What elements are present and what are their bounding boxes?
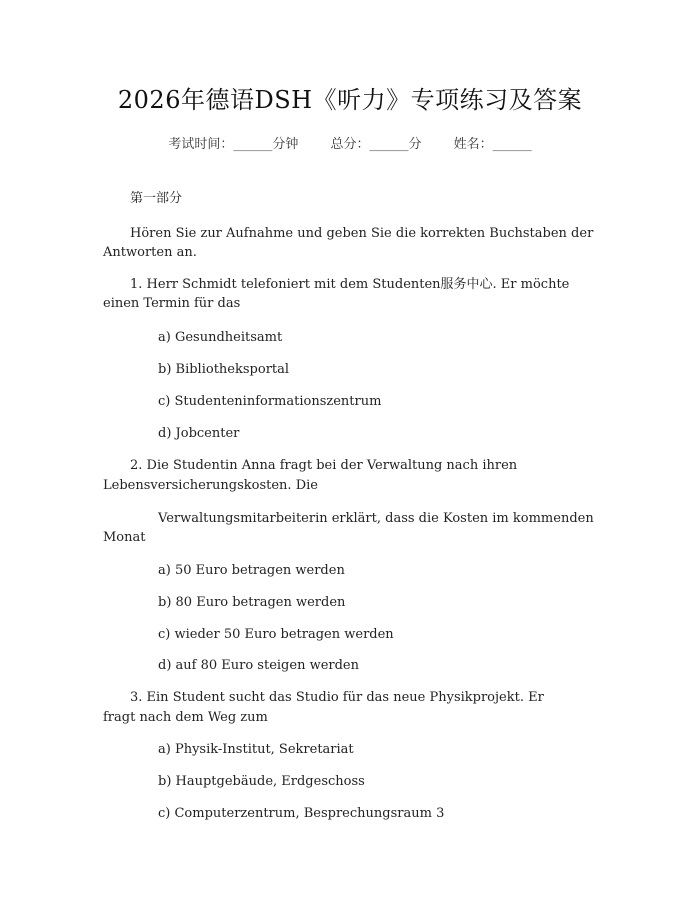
question-1-line-2: einen Termin für das — [103, 296, 241, 311]
section-heading: 第一部分 — [130, 191, 183, 206]
question-2-line-1: 2. Die Studentin Anna fragt bei der Verwaltung nach ihren — [130, 458, 518, 473]
instruction-line-1: Hören Sie zur Aufnahme und geben Sie die korrekten Buchstaben der — [130, 226, 594, 241]
student-name-field: 姓名：______ — [453, 137, 532, 152]
question-1-option-b: b) Bibliotheksportal — [158, 362, 290, 377]
question-3-line-1: 3. Ein Student sucht das Studio für das neue Physikprojekt. Er — [130, 690, 544, 705]
question-1-option-c: c) Studenteninformationszentrum — [158, 394, 382, 409]
exam-time-field: 考试时间：______分钟 — [168, 137, 299, 152]
question-2-line-4: Monat — [103, 530, 146, 545]
question-3-option-b: b) Hauptgebäude, Erdgeschoss — [158, 774, 365, 789]
total-score-field: 总分：______分 — [330, 137, 422, 152]
exam-meta — [0, 133, 700, 152]
question-1-option-a: a) Gesundheitsamt — [158, 330, 283, 345]
question-3-option-c: c) Computerzentrum, Besprechungsraum 3 — [158, 806, 445, 821]
question-3-line-2: fragt nach dem Weg zum — [103, 710, 268, 725]
question-2-option-d: d) auf 80 Euro steigen werden — [158, 658, 359, 673]
question-1-option-d: d) Jobcenter — [158, 426, 240, 441]
question-2-option-c: c) wieder 50 Euro betragen werden — [158, 627, 394, 642]
document-title: 2026年德语DSH《听力》专项练习及答案 — [117, 86, 583, 114]
question-1-line-1: 1. Herr Schmidt telefoniert mit dem Studenten服务中心. Er möchte — [130, 277, 570, 292]
question-2-line-2: Lebensversicherungskosten. Die — [103, 478, 318, 493]
instruction-line-2: Antworten an. — [103, 245, 197, 260]
question-2-line-3: Verwaltungsmitarbeiterin erklärt, dass die Kosten im kommenden — [158, 511, 594, 526]
question-2-option-a: a) 50 Euro betragen werden — [158, 563, 345, 578]
question-2-option-b: b) 80 Euro betragen werden — [158, 595, 346, 610]
question-3-option-a: a) Physik-Institut, Sekretariat — [158, 742, 354, 757]
